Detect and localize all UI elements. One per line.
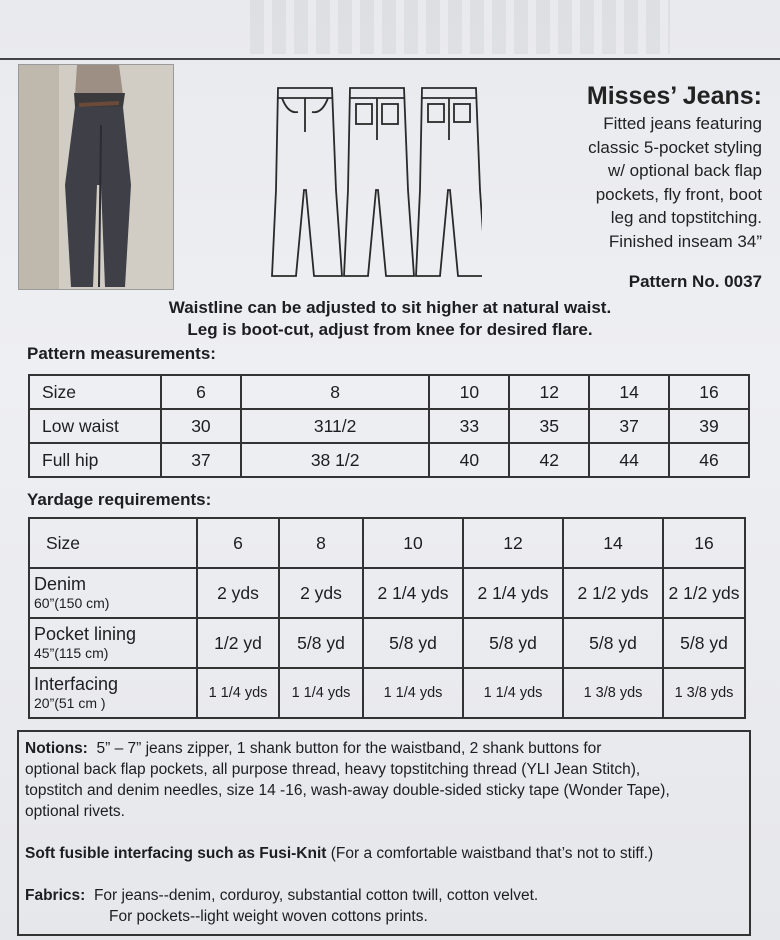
table-cell: 46: [669, 443, 749, 477]
table-cell: 30: [161, 409, 241, 443]
description-line: Finished inseam 34”: [608, 231, 762, 251]
fabric-cell: [29, 668, 197, 718]
waistline-note: Waistline can be adjusted to sit higher at natural waist.: [168, 298, 612, 317]
table-cell: 2 1/2 yds: [663, 568, 745, 618]
pattern-title: Misses’ Jeans:: [586, 82, 762, 110]
table-row: [29, 443, 749, 477]
table-cell: 5/8 yd: [663, 618, 745, 668]
table-cell: 10: [429, 375, 509, 409]
table-cell: Low waist: [29, 409, 161, 443]
table-cell: 8: [279, 518, 363, 568]
fabric-name: Pocket lining: [34, 624, 137, 644]
table-cell: 2 1/2 yds: [563, 568, 663, 618]
fabrics-text: For jeans--denim, corduroy, substantial cotton twill, cotton velvet.: [93, 887, 539, 904]
pattern-number: Pattern No. 0037: [628, 272, 762, 291]
table-cell: 38 1/2: [241, 443, 430, 477]
measurements-table: [28, 374, 750, 478]
table-row: [29, 375, 749, 409]
table-row: [29, 409, 749, 443]
table-cell: 5/8 yd: [463, 618, 563, 668]
table-cell: 12: [463, 518, 563, 568]
table-cell: 39: [669, 409, 749, 443]
jeans-technical-drawing: [268, 80, 482, 280]
table-cell: 33: [429, 409, 509, 443]
table-cell: 5/8 yd: [563, 618, 663, 668]
table-cell: 2 1/4 yds: [363, 568, 463, 618]
table-cell: 1/2 yd: [197, 618, 279, 668]
table-row: [29, 668, 745, 718]
interfacing-bold: Soft fusible interfacing such as Fusi-Knit: [25, 845, 327, 862]
faded-background-print: [250, 0, 670, 54]
yardage-heading: Yardage requirements:: [27, 490, 212, 509]
table-row: [29, 518, 745, 568]
description-line: pockets, fly front, boot: [595, 184, 762, 204]
description-line: leg and topstitching.: [610, 208, 762, 227]
table-row: [29, 568, 745, 618]
notions-line: topstitch and denim needles, size 14 -16, wash-away double-sided sticky tape (Wonder Tape),: [25, 782, 670, 799]
table-cell: 311/2: [241, 409, 430, 443]
table-cell: 2 yds: [197, 568, 279, 618]
fabric-width: 20”(51 cm ): [34, 695, 106, 711]
pattern-description: [512, 112, 762, 253]
notions-label: Notions:: [25, 740, 88, 757]
table-cell: 16: [669, 375, 749, 409]
yardage-table: [28, 517, 746, 719]
fabric-cell: [29, 618, 197, 668]
table-cell: Size: [29, 375, 161, 409]
table-cell: 5/8 yd: [363, 618, 463, 668]
table-cell: Size: [29, 518, 197, 568]
table-cell: 14: [589, 375, 669, 409]
table-cell: 44: [589, 443, 669, 477]
table-cell: 37: [161, 443, 241, 477]
notions-box: [17, 730, 751, 936]
table-row: [29, 618, 745, 668]
table-cell: 12: [509, 375, 589, 409]
table-cell: 8: [241, 375, 430, 409]
table-cell: 1 1/4 yds: [463, 668, 563, 718]
fabrics-line-2: For pockets--light weight woven cottons prints.: [109, 908, 428, 925]
fabric-name: Denim: [34, 574, 87, 594]
table-cell: 6: [161, 375, 241, 409]
table-cell: 1 3/8 yds: [663, 668, 745, 718]
table-cell: 6: [197, 518, 279, 568]
table-cell: 14: [563, 518, 663, 568]
table-cell: 37: [589, 409, 669, 443]
fabric-cell: [29, 568, 197, 618]
fabric-width: 60”(150 cm): [34, 595, 110, 611]
fabrics-line: [25, 885, 743, 906]
table-cell: 2 1/4 yds: [463, 568, 563, 618]
table-cell: 5/8 yd: [279, 618, 363, 668]
table-cell: 1 1/4 yds: [197, 668, 279, 718]
fabric-name: Interfacing: [34, 674, 119, 694]
notions-line: optional rivets.: [25, 803, 125, 820]
table-cell: 16: [663, 518, 745, 568]
fabrics-label: Fabrics:: [25, 887, 86, 904]
top-divider: [0, 58, 780, 60]
notions-line: optional back flap pockets, all purpose thread, heavy topstitching thread (YLI Jean Stitch),: [25, 761, 641, 778]
table-cell: Full hip: [29, 443, 161, 477]
table-cell: 35: [509, 409, 589, 443]
leg-note: Leg is boot-cut, adjust from knee for desired flare.: [187, 320, 593, 339]
fabric-width: 45”(115 cm): [34, 645, 109, 661]
interfacing-rest: (For a comfortable waistband that’s not to stiff.): [326, 845, 654, 862]
table-cell: 10: [363, 518, 463, 568]
table-cell: 1 1/4 yds: [279, 668, 363, 718]
interfacing-note: [25, 843, 743, 864]
measurements-heading: Pattern measurements:: [27, 344, 216, 363]
table-cell: 42: [509, 443, 589, 477]
table-cell: 1 1/4 yds: [363, 668, 463, 718]
table-cell: 1 3/8 yds: [563, 668, 663, 718]
notions-text: 5” – 7” jeans zipper, 1 shank button for the waistband, 2 shank buttons for: [96, 740, 602, 757]
model-photo: [18, 64, 174, 290]
table-cell: 40: [429, 443, 509, 477]
table-cell: 2 yds: [279, 568, 363, 618]
description-line: Fitted jeans featuring: [603, 114, 762, 133]
notions-line: [25, 738, 743, 759]
description-line: classic 5-pocket styling: [588, 137, 762, 157]
description-line: w/ optional back flap: [607, 161, 762, 180]
